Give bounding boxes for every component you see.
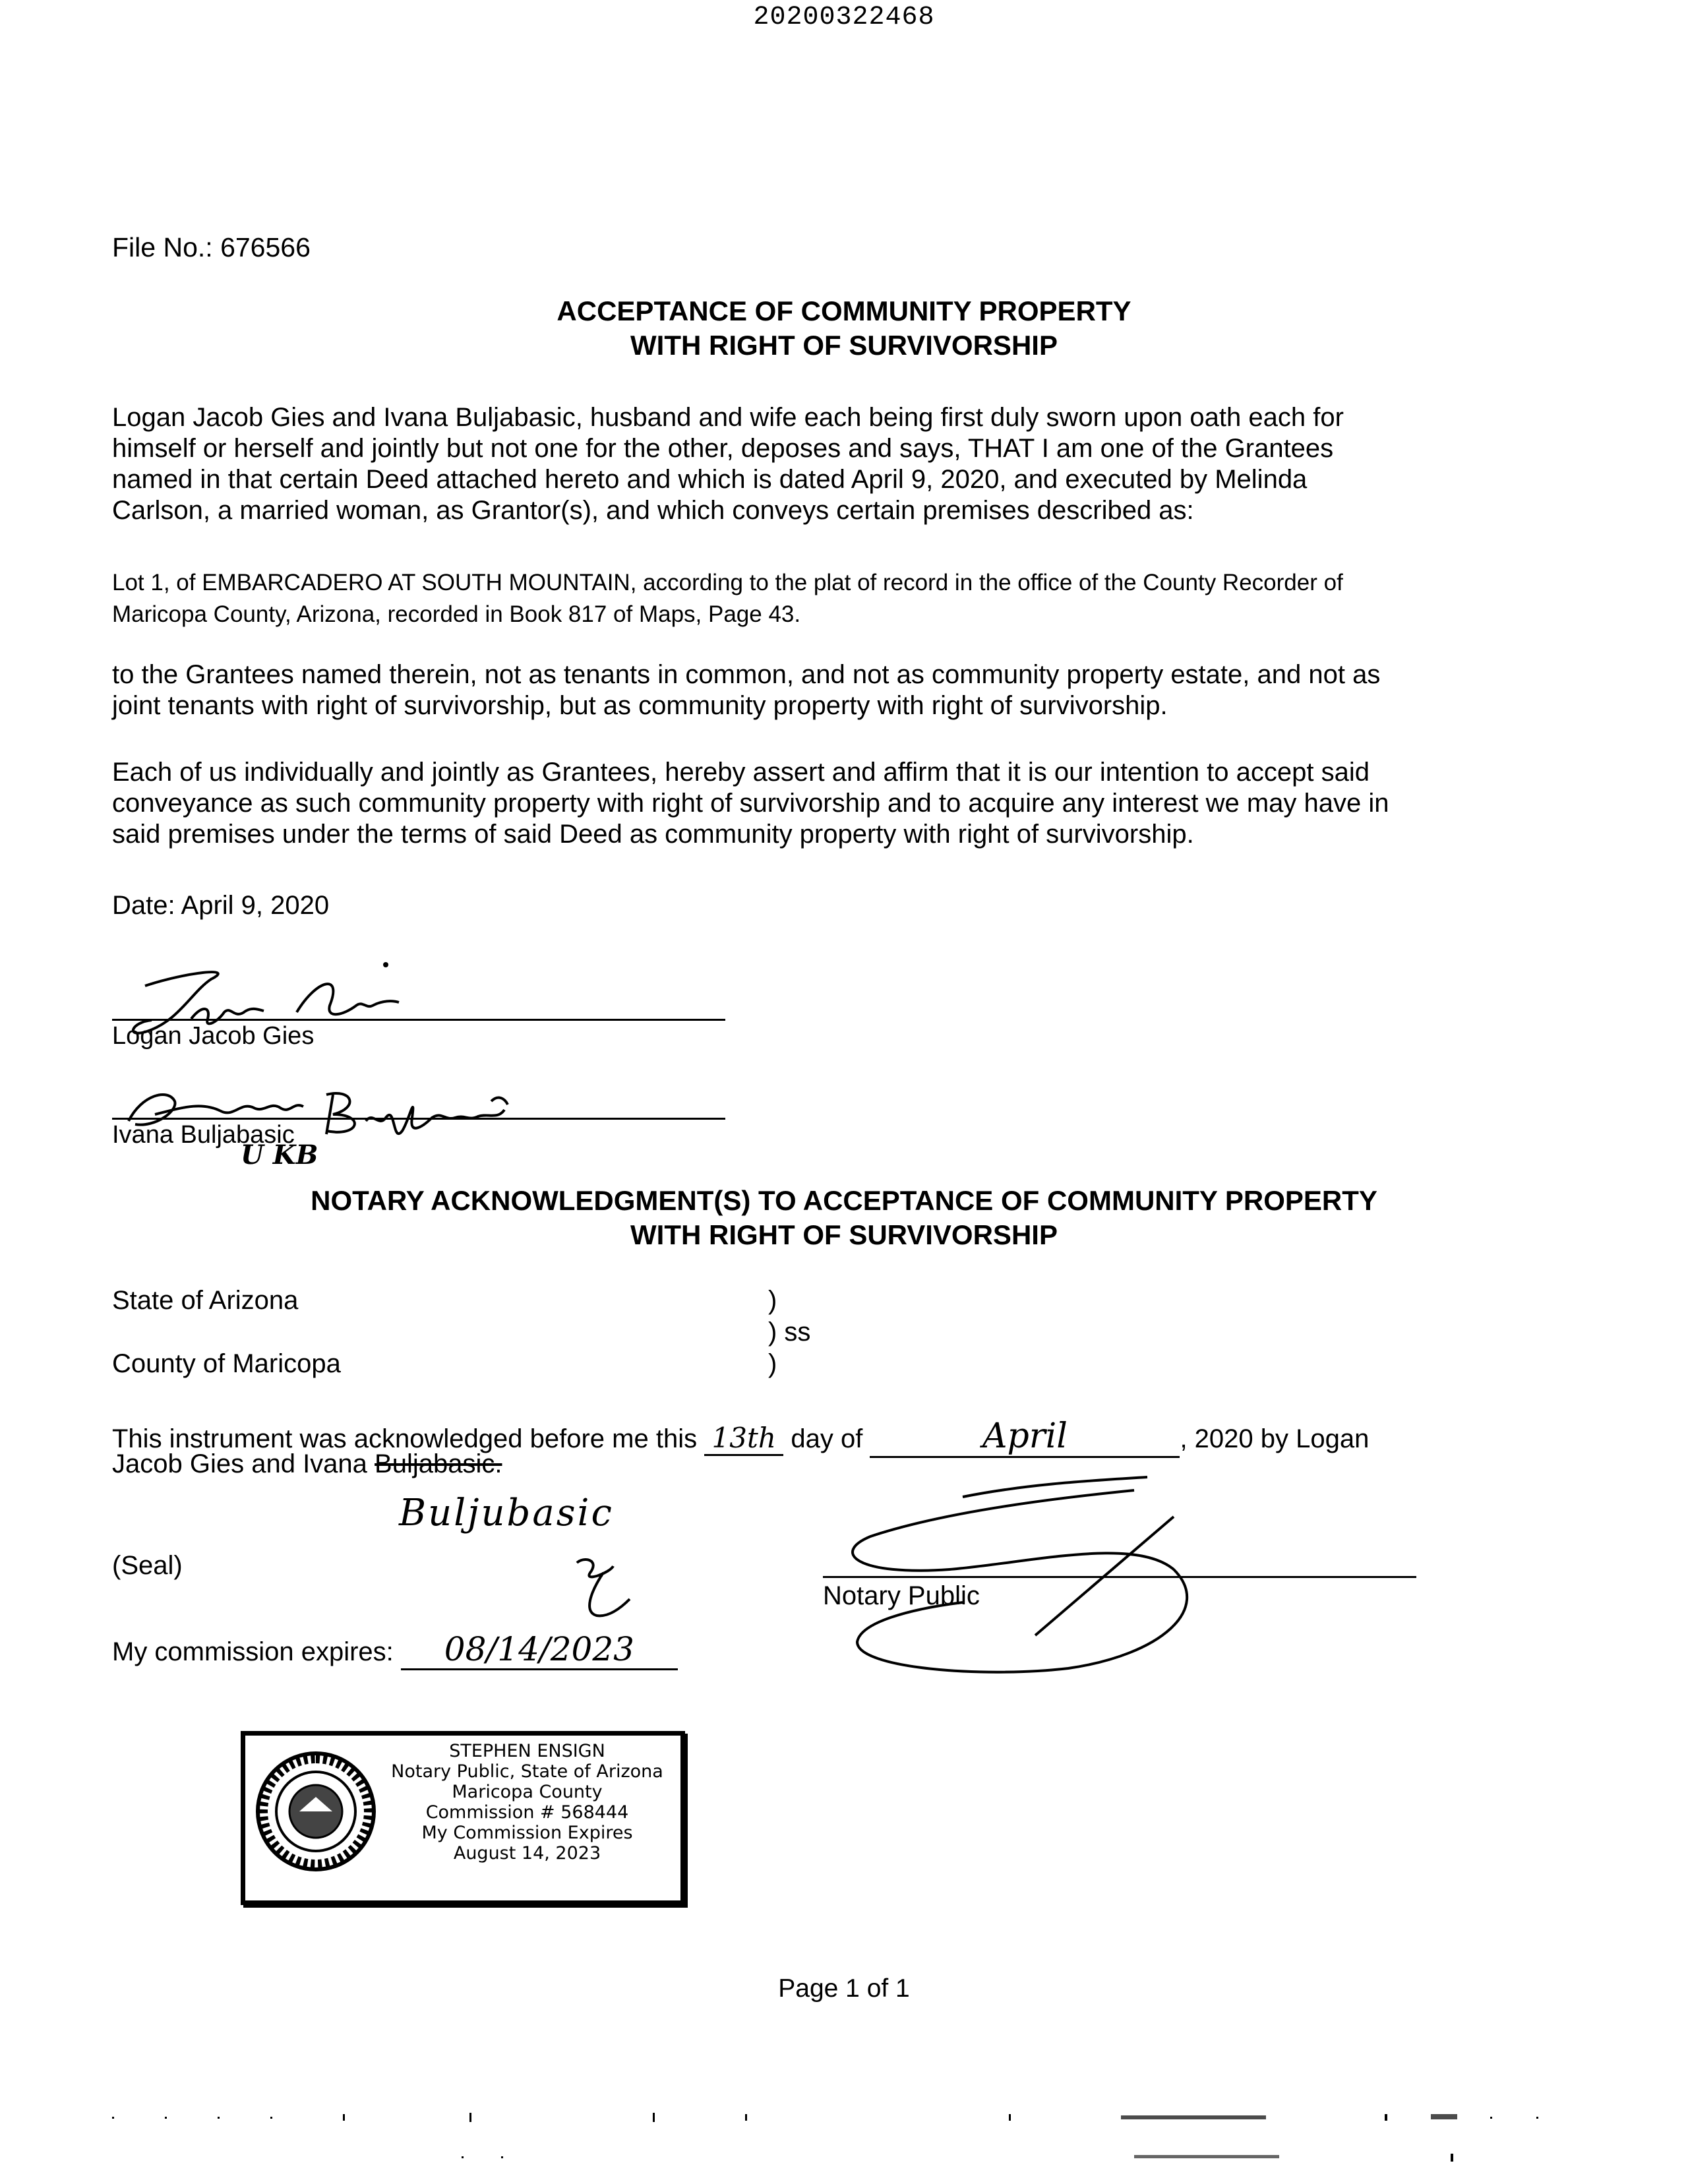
venue-paren-1: ) [768, 1286, 777, 1315]
paragraph-line: named in that certain Deed attached hereto and which is dated April 9, 2020, and executed by Melinda [112, 465, 1308, 494]
signature-line-2 [112, 1118, 725, 1120]
venue-county: County of Maricopa [112, 1349, 341, 1378]
file-number-label: File No.: [112, 232, 213, 262]
notary-signature-line [823, 1576, 1416, 1578]
notary-stamp [241, 1731, 685, 1905]
venue-state: State of Arizona [112, 1286, 299, 1315]
document-date: Date: April 9, 2020 [112, 891, 330, 920]
paragraph-line: to the Grantees named therein, not as tenants in common, and not as community property estate, and not as [112, 660, 1381, 689]
paragraph-line: Each of us individually and jointly as Grantees, hereby assert and affirm that it is our intention to accept said [112, 758, 1370, 787]
venue-paren-ss: ) ss [768, 1318, 811, 1347]
paragraph-line: Logan Jacob Gies and Ivana Buljabasic, husband and wife each being first duly sworn upon oath each for [112, 403, 1344, 432]
notary-public-label: Notary Public [823, 1581, 980, 1610]
commission-label: My commission expires: [112, 1637, 394, 1666]
ack-struck-name: Buljabasic. [375, 1449, 502, 1478]
ack-day: 13th [704, 1422, 783, 1456]
stamp-line: Maricopa County [452, 1782, 603, 1802]
signer-name-2: Ivana Buljabasic [112, 1121, 295, 1149]
ack-year-by: , 2020 by Logan [1180, 1424, 1370, 1453]
venue-paren-3: ) [768, 1349, 777, 1378]
legal-description [112, 567, 1576, 630]
stamp-line: Commission # 568444 [425, 1802, 629, 1823]
document-title [0, 294, 1688, 363]
commission-date: 08/14/2023 [401, 1630, 678, 1670]
notary-initials-mark [564, 1553, 643, 1625]
paragraph-line: conveyance as such community property with right of survivorship and to acquire any interest we may have in [112, 789, 1389, 818]
handwritten-name-correction: Buljubasic [399, 1492, 614, 1534]
stamp-line: My Commission Expires [421, 1823, 633, 1843]
stamp-line: STEPHEN ENSIGN [449, 1741, 605, 1761]
ack-month: April [870, 1416, 1180, 1458]
paragraph-tenancy [112, 659, 1576, 721]
commission-expires [112, 1630, 678, 1670]
notary-title-line1: NOTARY ACKNOWLEDGMENT(S) TO ACCEPTANCE OF COMMUNITY PROPERTY [311, 1185, 1377, 1216]
signer-initials: U KB [241, 1139, 318, 1170]
ack-day-of: day of [791, 1424, 863, 1453]
recording-number: 20200322468 [753, 3, 935, 32]
legal-line: Lot 1, of EMBARCADERO AT SOUTH MOUNTAIN, according to the plat of record in the office of the County Recorder of [112, 570, 1343, 595]
legal-line: Maricopa County, Arizona, recorded in Book 817 of Maps, Page 43. [112, 601, 801, 627]
ack-prefix: This instrument was acknowledged before me this [112, 1424, 698, 1453]
acknowledgment-line-2 [112, 1449, 502, 1479]
paragraph-affirmation [112, 757, 1576, 850]
paragraph-line: joint tenants with right of survivorship, but as community property with right of survivorship. [112, 691, 1168, 720]
signature-line-1 [112, 1019, 725, 1021]
paragraph-line: said premises under the terms of said Deed as community property with right of survivorship. [112, 820, 1194, 849]
notary-stamp-text [377, 1741, 677, 1864]
state-seal-icon [253, 1749, 378, 1874]
file-number [112, 232, 311, 263]
document-title-line1: ACCEPTANCE OF COMMUNITY PROPERTY [557, 295, 1131, 326]
paragraph-grantees [112, 402, 1576, 526]
file-number-value: 676566 [220, 232, 311, 262]
ack-line2-prefix: Jacob Gies and Ivana [112, 1449, 367, 1478]
stamp-line: August 14, 2023 [453, 1843, 601, 1864]
document-title-line2: WITH RIGHT OF SURVIVORSHIP [630, 330, 1058, 361]
page-number: Page 1 of 1 [778, 1974, 910, 2003]
signer-name-1: Logan Jacob Gies [112, 1022, 315, 1050]
paragraph-line: Carlson, a married woman, as Grantor(s), and which conveys certain premises described as: [112, 496, 1194, 525]
seal-label: (Seal) [112, 1551, 183, 1580]
scan-artifacts [0, 2097, 1688, 2176]
stamp-line: Notary Public, State of Arizona [391, 1761, 663, 1782]
notary-title [0, 1184, 1688, 1252]
paragraph-line: himself or herself and jointly but not one for the other, deposes and says, THAT I am one of the Grantees [112, 434, 1334, 463]
notary-title-line2: WITH RIGHT OF SURVIVORSHIP [630, 1219, 1058, 1250]
